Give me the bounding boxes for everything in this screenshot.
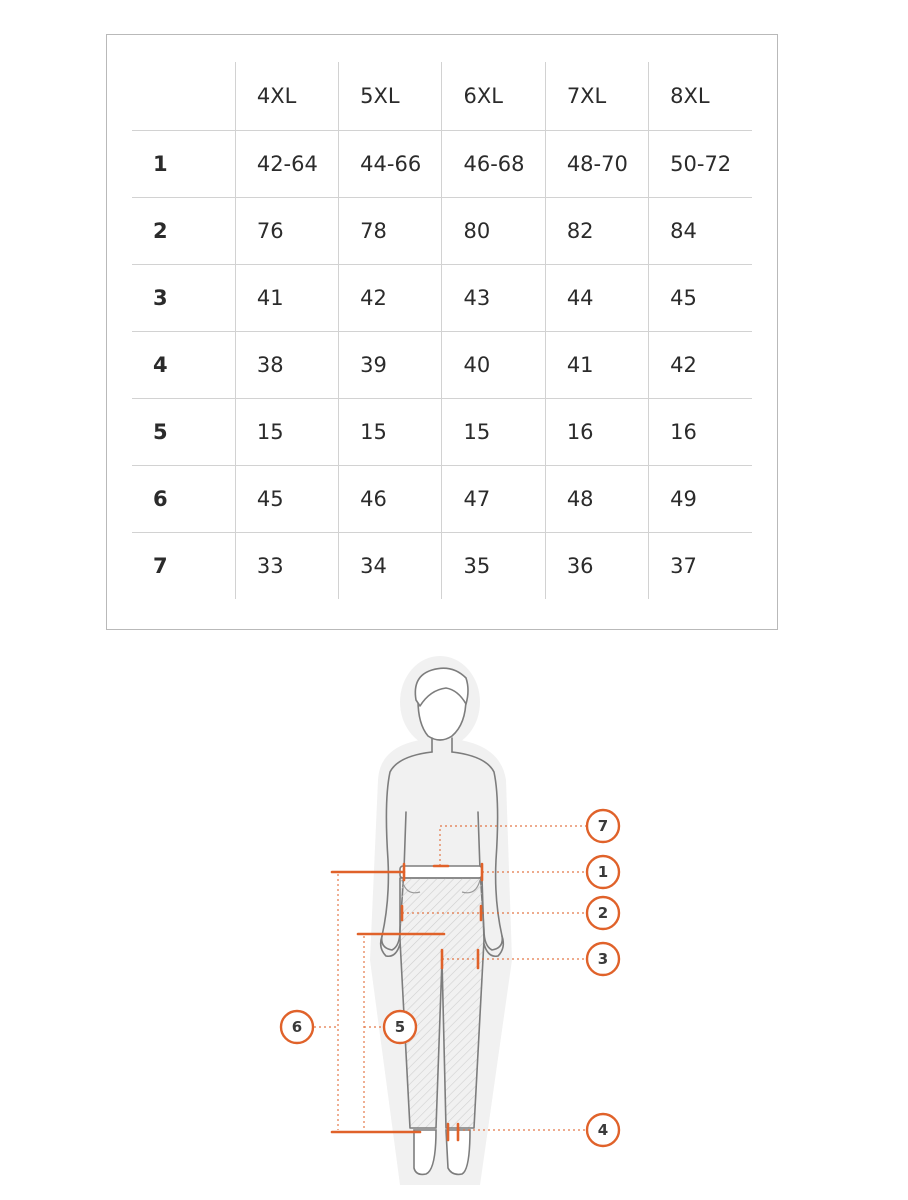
table-cell: 84 (649, 197, 752, 264)
table-row (132, 331, 752, 398)
table-cell: 82 (545, 197, 648, 264)
table-cell: 41 (545, 331, 648, 398)
row-label: 6 (132, 465, 235, 532)
table-cell: 34 (339, 532, 442, 599)
table-cell: 48 (545, 465, 648, 532)
table-cell: 76 (235, 197, 338, 264)
waistband-shape (400, 866, 482, 878)
callout-5-label: 5 (394, 1018, 406, 1036)
row-label: 7 (153, 553, 168, 578)
table-cell: 47 (442, 465, 545, 532)
callout-4-label: 4 (597, 1121, 609, 1139)
table-cell: 78 (339, 197, 442, 264)
table-cell: 41 (235, 264, 338, 331)
table-cell: 43 (442, 264, 545, 331)
table-cell: 16 (649, 398, 752, 465)
table-cell: 46-68 (442, 130, 545, 197)
column-header-5xl: 5XL (339, 62, 442, 130)
table-cell: 48-70 (545, 130, 648, 197)
table-cell: 15 (339, 398, 442, 465)
table-cell: 42-64 (235, 130, 338, 197)
row-label: 1 (132, 130, 235, 197)
table-cell: 50-72 (649, 130, 752, 197)
table-corner-cell (132, 62, 235, 130)
column-header-6xl: 6XL (442, 62, 545, 130)
callout-1-label: 1 (597, 863, 609, 881)
callout-2-label: 2 (597, 904, 609, 922)
table-row (132, 532, 752, 599)
size-table (132, 62, 752, 599)
table-row (132, 398, 752, 465)
table-cell: 16 (545, 398, 648, 465)
table-cell: 42 (339, 264, 442, 331)
table-cell: 80 (442, 197, 545, 264)
table-row (132, 264, 752, 331)
column-header-8xl: 8XL (649, 62, 752, 130)
table-cell: 38 (235, 331, 338, 398)
table-cell: 35 (442, 532, 545, 599)
row-label: 2 (132, 197, 235, 264)
table-cell: 46 (339, 465, 442, 532)
table-cell: 44 (545, 264, 648, 331)
table-row (132, 465, 752, 532)
table-cell: 45 (235, 465, 338, 532)
callout-3-label: 3 (597, 950, 609, 968)
table-cell: 49 (649, 465, 752, 532)
row-label: 4 (132, 331, 235, 398)
table-cell: 37 (649, 532, 752, 599)
table-cell: 33 (235, 532, 338, 599)
table-header-row (132, 62, 752, 130)
row-label: 5 (132, 398, 235, 465)
table-cell: 40 (442, 331, 545, 398)
table-cell: 44-66 (339, 130, 442, 197)
table-row (132, 130, 752, 197)
callout-6-label: 6 (291, 1018, 303, 1036)
column-header-7xl: 7XL (545, 62, 648, 130)
table-cell: 39 (339, 331, 442, 398)
table-cell: 42 (649, 331, 752, 398)
column-header-4xl: 4XL (235, 62, 338, 130)
callout-7-label: 7 (597, 817, 609, 835)
table-cell: 45 (649, 264, 752, 331)
table-cell: 15 (235, 398, 338, 465)
table-row (132, 197, 752, 264)
row-label: 3 (132, 264, 235, 331)
measurement-figure (0, 640, 908, 1200)
table-cell: 36 (545, 532, 648, 599)
table-cell: 15 (442, 398, 545, 465)
